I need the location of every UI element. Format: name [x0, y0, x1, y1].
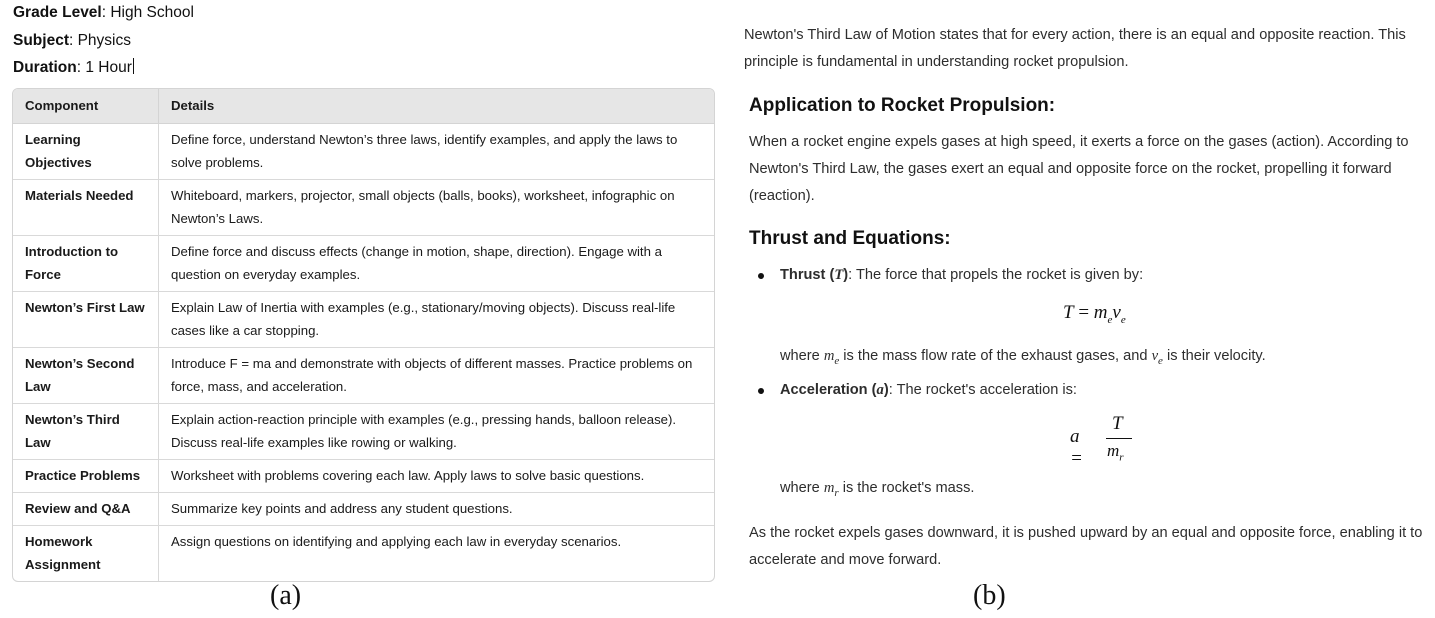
details-cell: Summarize key points and address any student questions. [159, 493, 714, 526]
where2-m: m [823, 480, 835, 496]
lesson-plan-table [12, 88, 715, 582]
duration-value: : 1 Hour [76, 59, 132, 76]
duration-line[interactable] [13, 58, 134, 78]
where-thrust-line [780, 343, 1420, 375]
grade-level-value: : High School [101, 4, 194, 21]
table-row [13, 292, 714, 348]
table-row [13, 493, 714, 526]
component-cell: Review and Q&A [13, 493, 159, 526]
table-row [13, 460, 714, 493]
where2-m-sub: r [834, 486, 839, 499]
where2-pre: where [780, 480, 824, 496]
eq1-equals: = [1073, 302, 1094, 323]
equation-thrust [1063, 302, 1126, 326]
acceleration-text: : The rocket's acceleration is: [888, 382, 1077, 398]
where-acceleration-line [780, 475, 1420, 507]
intro-paragraph: Newton's Third Law of Motion states that for every action, there is an equal and opposite reaction. This principle is fundamental in understanding rocket propulsion. [744, 27, 1406, 70]
details-cell: Introduce F = ma and demonstrate with objects of different masses. Practice problems on force, mass, and acceleration. [159, 348, 714, 404]
bullet-acceleration: Acceleration (a): The rocket's acceleration is: [780, 382, 1077, 398]
eq2-den-sub: r [1119, 451, 1124, 464]
eq1-v-sub: e [1120, 313, 1126, 326]
caption-b: (b) [973, 580, 1006, 611]
component-cell: Materials Needed [13, 180, 159, 236]
table-row [13, 348, 714, 404]
eq2-numerator: T [1112, 413, 1123, 434]
eq1-m: m [1093, 302, 1108, 323]
component-cell: Newton’s Third Law [13, 404, 159, 460]
thrust-symbol: T [834, 267, 844, 283]
details-cell: Whiteboard, markers, projector, small objects (balls, books), worksheet, infographic on Newton’s Laws. [159, 180, 714, 236]
details-cell: Worksheet with problems covering each law. Apply laws to solve basic questions. [159, 460, 714, 493]
where1-pre: where [780, 348, 824, 364]
table-row [13, 180, 714, 236]
grade-level-line [13, 3, 194, 23]
column-header-component: Component [13, 89, 159, 124]
eq1-m-sub: e [1107, 313, 1113, 326]
heading-application: Application to Rocket Propulsion: [749, 95, 1056, 116]
caption-a: (a) [270, 580, 302, 611]
where2-post: is the rocket's mass. [838, 480, 975, 496]
component-cell: Newton’s First Law [13, 292, 159, 348]
duration-label: Duration [13, 59, 77, 76]
acceleration-term: Acceleration [780, 382, 868, 398]
column-header-details: Details [159, 89, 714, 124]
details-cell: Explain Law of Inertia with examples (e.g., stationary/moving objects). Discuss real-life cases like a car stopping. [159, 292, 714, 348]
thrust-text: : The force that propels the rocket is given by: [848, 267, 1144, 283]
fraction-bar [1106, 438, 1132, 439]
component-cell: Homework Assignment [13, 526, 159, 581]
application-paragraph: When a rocket engine expels gases at high speed, it exerts a force on the gases (action). According to Newton's Third Law, the gases exert an equal and opposite force on the rocket, propelling it forward (reaction). [749, 134, 1409, 204]
eq2-denominator [1107, 441, 1124, 463]
details-cell: Explain action-reaction principle with examples (e.g., pressing hands, balloon release). Discuss real-life examples like rowing or walking. [159, 404, 714, 460]
bullet-thrust: Thrust (T): The force that propels the rocket is given by: [780, 267, 1144, 283]
table-row [13, 236, 714, 292]
eq1-lhs: T [1063, 302, 1074, 323]
bullet-dot [758, 388, 764, 394]
table-header-row [13, 89, 714, 124]
acceleration-symbol: a [876, 382, 884, 398]
panel-b-rocket-explanation [730, 0, 1435, 618]
where1-v-sub: e [1158, 354, 1163, 367]
where1-m: m [823, 348, 835, 364]
grade-level-label: Grade Level [13, 4, 102, 21]
table-row [13, 124, 714, 180]
component-cell: Newton’s Second Law [13, 348, 159, 404]
table-row [13, 526, 714, 581]
details-cell: Define force and discuss effects (change in motion, shape, direction). Engage with a question on everyday examples. [159, 236, 714, 292]
details-cell: Assign questions on identifying and applying each law in everyday scenarios. [171, 533, 622, 549]
heading-thrust-equations: Thrust and Equations: [749, 228, 951, 249]
where1-v: v [1151, 348, 1159, 364]
table-row [13, 404, 714, 460]
eq1-v: v [1112, 302, 1121, 323]
subject-value: : Physics [68, 32, 131, 49]
where1-m-sub: e [834, 354, 840, 367]
where1-post: is their velocity. [1162, 348, 1266, 364]
conclusion-paragraph: As the rocket expels gases downward, it is pushed upward by an equal and opposite force, enabling it to accelerate and move forward. [749, 525, 1423, 568]
component-cell: Introduction to Force [13, 236, 159, 292]
eq2-den-m: m [1107, 441, 1120, 460]
thrust-term: Thrust [780, 267, 826, 283]
where1-mid: is the mass flow rate of the exhaust gases, and [839, 348, 1152, 364]
text-cursor [133, 58, 134, 74]
component-cell: Practice Problems [13, 460, 159, 493]
details-cell: Define force, understand Newton’s three laws, identify examples, and apply the laws to solve problems. [159, 124, 714, 180]
eq2-lhs: a = [1070, 426, 1083, 469]
subject-line [13, 31, 131, 51]
subject-label: Subject [13, 32, 69, 49]
component-cell: Learning Objectives [13, 124, 159, 180]
bullet-dot [758, 273, 764, 279]
